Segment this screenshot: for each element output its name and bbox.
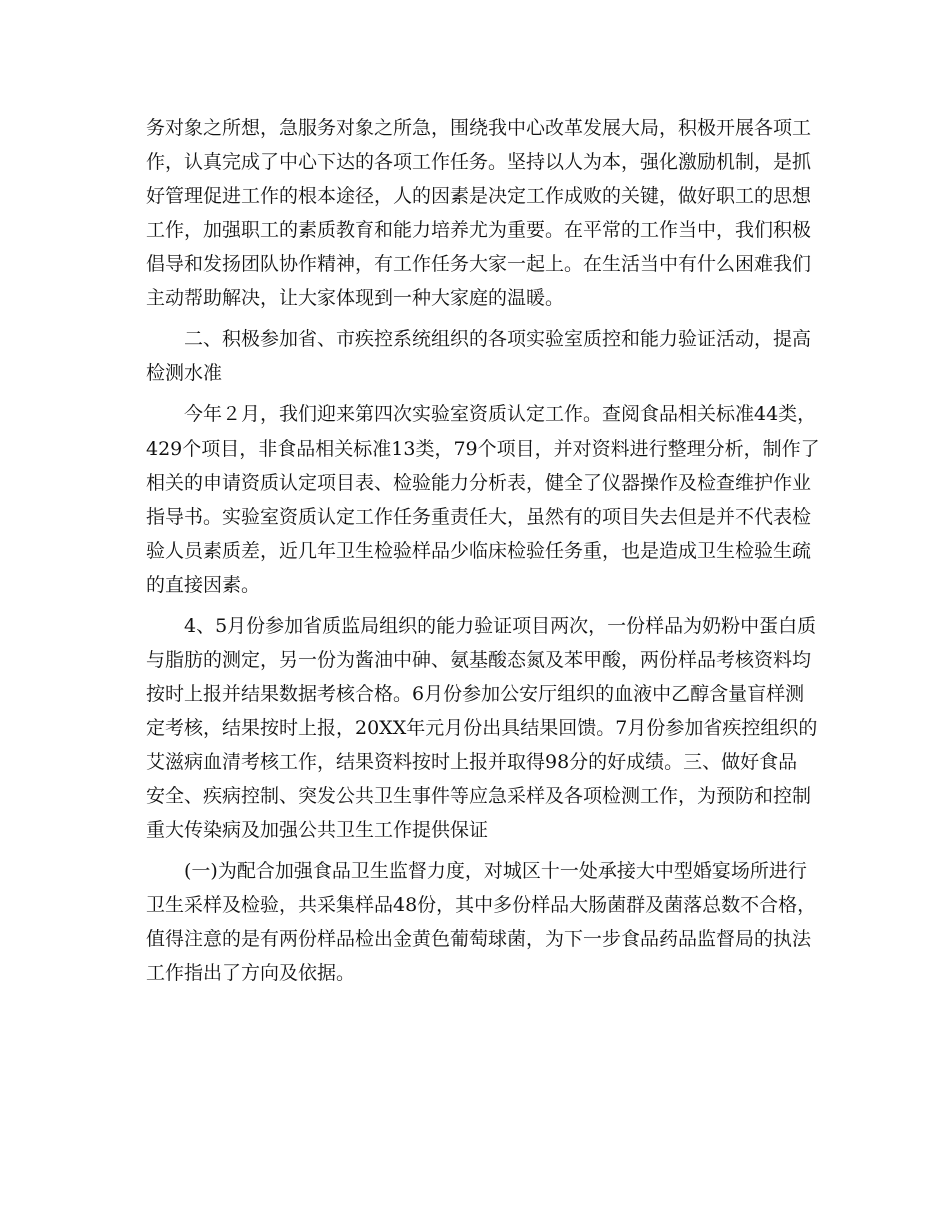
text-line: 验人员素质差，近几年卫生检验样品少临床检验任务重，也是造成卫生检验生疏 — [146, 540, 812, 562]
text-line: 工作指出了方向及依据。 — [146, 962, 356, 984]
text-line: (一)为配合加强食品卫生监督力度，对城区十一处承接大中型婚宴场所进行 — [184, 860, 807, 882]
text-line: 重大传染病及加强公共卫生工作提供保证 — [146, 819, 489, 841]
text-line: 与脂肪的测定，另一份为酱油中砷、氨基酸态氮及苯甲酸，两份样品考核资料均 — [146, 649, 812, 671]
text-line: 艾滋病血清考核工作，结果资料按时上报并取得98分的好成绩。三、做好食品 — [146, 751, 798, 773]
text-line: 主动帮助解决，让大家体现到一种大家庭的温暖。 — [146, 287, 565, 309]
text-line: 4、5月份参加省质监局组织的能力验证项目两次，一份样品为奶粉中蛋白质 — [184, 615, 817, 637]
text-line: 429个项目，非食品相关标准13类，79个项目，并对资料进行整理分析，制作了 — [146, 438, 820, 460]
text-line: 务对象之所想，急服务对象之所急，围绕我中心改革发展大局，积极开展各项工 — [146, 117, 812, 139]
text-line: 卫生采样及检验，共采集样品48份，其中多份样品大肠菌群及菌落总数不合格， — [146, 894, 817, 916]
text-line: 今年２月，我们迎来第四次实验室资质认定工作。查阅食品相关标准44类， — [184, 403, 817, 425]
section-heading-line: 检测水准 — [146, 362, 223, 384]
text-line: 指导书。实验室资质认定工作任务重责任大，虽然有的项目失去但是并不代表检 — [146, 506, 812, 528]
text-line: 倡导和发扬团队协作精神，有工作任务大家一起上。在生活当中有什么困难我们 — [146, 253, 812, 275]
text-line: 作，认真完成了中心下达的各项工作任务。坚持以人为本，强化激励机制，是抓 — [146, 151, 812, 173]
text-line: 值得注意的是有两份样品检出金黄色葡萄球菌，为下一步食品药品监督局的执法 — [146, 928, 812, 950]
text-line: 工作，加强职工的素质教育和能力培养尤为重要。在平常的工作当中，我们积极 — [146, 219, 812, 241]
section-heading-line: 二、积极参加省、市疾控系统组织的各项实验室质控和能力验证活动，提高 — [184, 328, 812, 350]
text-line: 按时上报并结果数据考核合格。6月份参加公安厅组织的血液中乙醇含量盲样测 — [146, 683, 805, 705]
text-line: 相关的申请资质认定项目表、检验能力分析表，健全了仪器操作及检查维护作业 — [146, 472, 812, 494]
text-line: 好管理促进工作的根本途径，人的因素是决定工作成败的关键，做好职工的思想 — [146, 185, 812, 207]
text-line: 的直接因素。 — [146, 574, 261, 596]
text-line: 定考核，结果按时上报，20XX年元月份出具结果回馈。7月份参加省疾控组织的 — [146, 717, 818, 739]
text-line: 安全、疾病控制、突发公共卫生事件等应急采样及各项检测工作，为预防和控制 — [146, 785, 812, 807]
